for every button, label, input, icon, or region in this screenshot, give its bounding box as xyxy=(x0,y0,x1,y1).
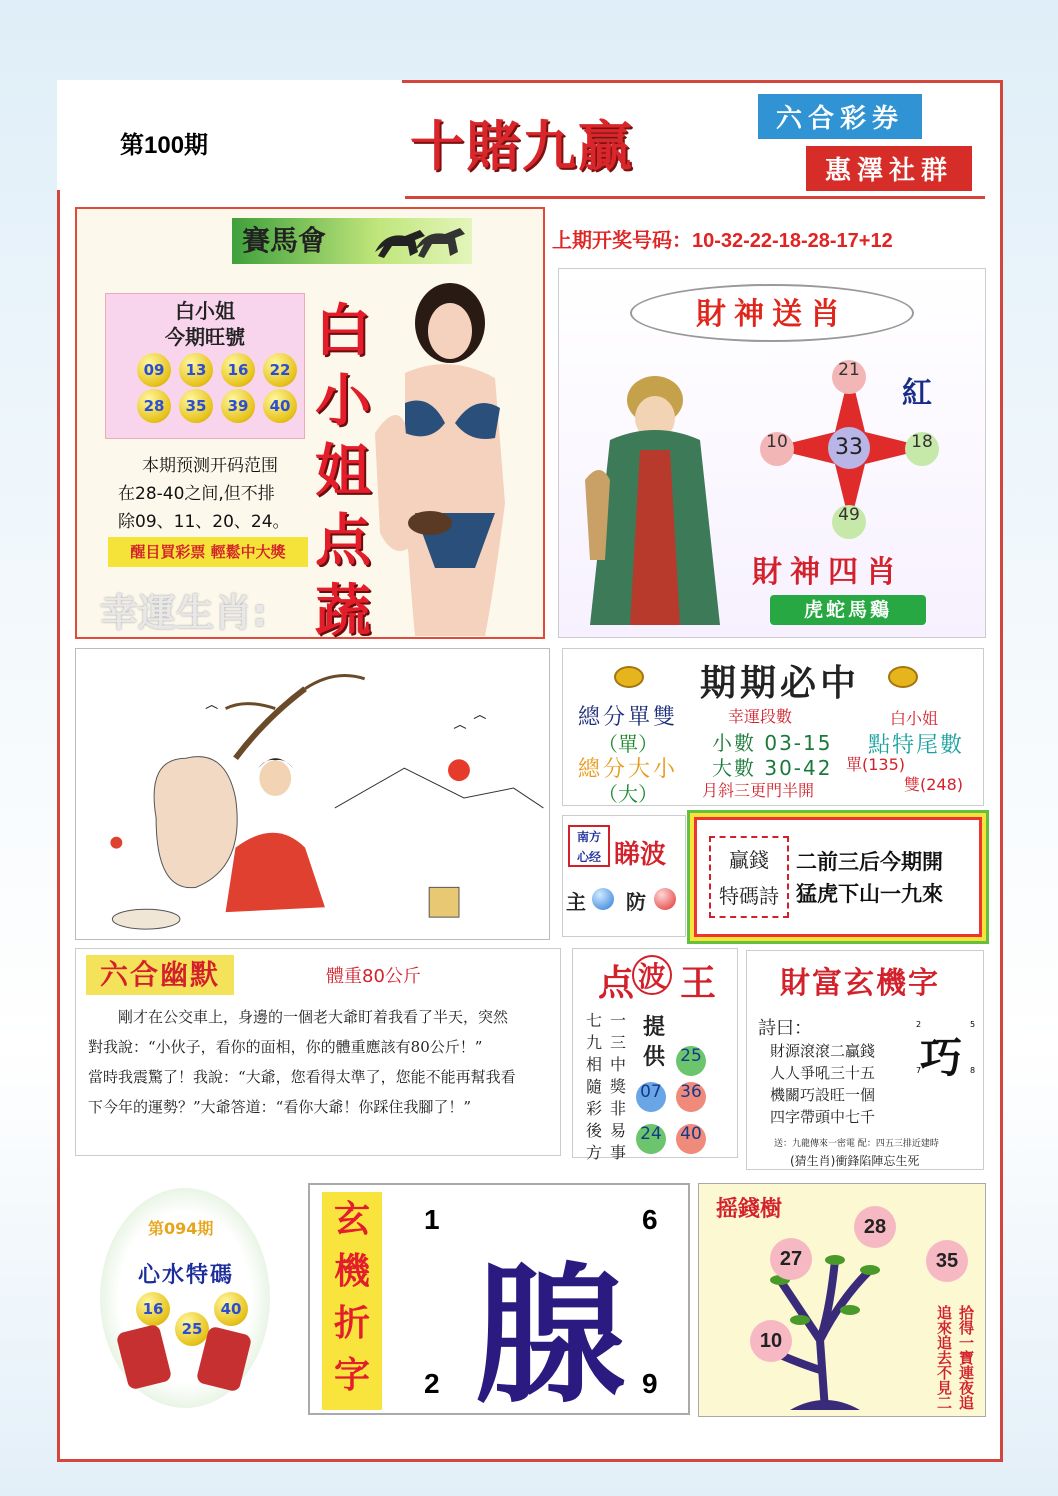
tree-ball: 28 xyxy=(854,1206,896,1248)
fortune-poem xyxy=(770,1040,875,1128)
main-title: 十賭九贏 xyxy=(410,114,634,178)
column-char: 後 xyxy=(585,1121,602,1140)
fortune-god-illustration xyxy=(580,360,730,625)
fortune-line: 人人爭吼三十五 xyxy=(770,1064,876,1082)
tree-poem-left: 追來追去不見二 xyxy=(935,1305,953,1410)
lucky-card-title xyxy=(105,298,305,350)
number-ball: 35 xyxy=(179,389,213,423)
fortune-clue: (猜生肖)衝鋒陷陣忘生死 xyxy=(790,1154,920,1168)
red-ball: 40 xyxy=(676,1124,706,1154)
split-title-char: 折 xyxy=(333,1303,370,1344)
poem-line1: 二前三后今期開 xyxy=(796,849,943,874)
column-char: 彩 xyxy=(585,1099,602,1118)
fortune-line: 四字帶頭中七千 xyxy=(770,1108,876,1126)
badge-line1: 南方 xyxy=(576,830,601,844)
fortune-title: 財富玄機字 xyxy=(780,966,940,1001)
star-top-number: 21 xyxy=(832,360,866,394)
poem-line2: 猛虎下山一九來 xyxy=(796,881,943,906)
column-char: 易 xyxy=(609,1121,626,1140)
poem-lines xyxy=(796,846,943,910)
vertical-title xyxy=(308,296,378,646)
corner-number: 2 xyxy=(916,1020,922,1029)
prediction-text xyxy=(118,452,318,536)
lucky-zodiac-label: 幸運生肖: xyxy=(100,591,268,635)
corner-number: 2 xyxy=(424,1368,440,1399)
main-label: 主 xyxy=(566,890,586,914)
odd-even-value: （單） xyxy=(598,732,658,756)
red-label: 紅 xyxy=(902,376,932,411)
bubble-issue: 第094期 xyxy=(148,1219,214,1238)
poem-column-right xyxy=(608,1010,628,1164)
fortune-line: 機關巧設旺一個 xyxy=(770,1086,876,1104)
predict-line3: 除09、11、20、24。 xyxy=(118,512,290,532)
humor-weight: 體重80公斤 xyxy=(326,966,421,987)
number-ball: 09 xyxy=(137,353,171,387)
fortune-line: 財源滾滾二贏錢 xyxy=(770,1042,876,1060)
number-ball: 25 xyxy=(175,1312,209,1346)
ball-watch-title: 睇波 xyxy=(614,840,667,870)
issue-number: 第100期 xyxy=(120,132,209,159)
lucky-range-label: 幸運段數 xyxy=(728,707,793,726)
column-char: 三 xyxy=(609,1033,626,1052)
column-char: 獎 xyxy=(609,1077,626,1096)
number-ball: 16 xyxy=(221,353,255,387)
issue-box xyxy=(57,80,402,190)
split-title-char: 字 xyxy=(333,1355,370,1396)
card-line1: 白小姐 xyxy=(175,299,235,323)
column-char: 九 xyxy=(585,1033,602,1052)
humor-tag: 六合幽默 xyxy=(86,955,234,995)
even-tail: 雙(248) xyxy=(904,775,964,794)
maiden-illustration xyxy=(75,648,550,940)
vertical-char: 白 xyxy=(315,298,371,364)
split-character: 腺 xyxy=(475,1250,626,1424)
poem-label1: 贏錢 xyxy=(729,848,769,872)
slogan-banner: 醒目買彩票 輕鬆中大獎 xyxy=(108,537,308,567)
tree-poem-right: 拾得一寶連夜追 xyxy=(957,1305,975,1410)
column-char: 方 xyxy=(585,1143,602,1162)
big-range: 大數 30-42 xyxy=(712,756,833,780)
column-char: 七 xyxy=(585,1011,602,1030)
predict-line2: 在28-40之间,但不排 xyxy=(118,484,275,504)
big-small-value: （大） xyxy=(598,782,658,806)
number-ball: 40 xyxy=(263,389,297,423)
poem-label2: 特碼詩 xyxy=(719,884,779,908)
red-ball: 36 xyxy=(676,1082,706,1112)
humor-line: 剛才在公交車上，身邊的一個老大爺盯着我看了半天，突然 xyxy=(118,1008,509,1026)
card-line2: 今期旺號 xyxy=(165,325,245,349)
wave-king-char1: 点 xyxy=(598,962,635,1004)
badge-line2: 心经 xyxy=(576,850,601,864)
wave-king-char2: 波 xyxy=(632,955,672,995)
corner-number: 6 xyxy=(642,1204,658,1235)
tree-ball: 10 xyxy=(750,1320,792,1362)
four-zodiac-animals: 虎蛇馬鷄 xyxy=(770,595,926,625)
big-small-label: 總分大小 xyxy=(578,757,679,782)
number-ball: 40 xyxy=(214,1292,248,1326)
poem-label-box xyxy=(709,836,789,918)
column-char: 一 xyxy=(609,1011,626,1030)
red-ball-icon xyxy=(654,888,676,910)
money-tree-icon xyxy=(740,1220,910,1410)
corner-number: 5 xyxy=(970,1020,976,1029)
wave-king-char3: 王 xyxy=(680,962,717,1004)
star-bottom-number: 49 xyxy=(832,505,866,539)
horse-icon xyxy=(370,222,470,262)
hint-note: 月斜三更門半開 xyxy=(702,781,815,800)
community-tag: 惠澤社群 xyxy=(806,146,972,191)
green-ball: 24 xyxy=(636,1124,666,1154)
column-char: 中 xyxy=(609,1055,626,1074)
column-char: 事 xyxy=(609,1143,626,1162)
blue-ball: 07 xyxy=(636,1082,666,1112)
column-char: 相 xyxy=(585,1055,602,1074)
split-title-char: 機 xyxy=(333,1251,370,1292)
humor-text xyxy=(88,1002,558,1122)
humor-line: 當時我震驚了！我說：“大爺，您看得太準了，您能不能再幫我看 xyxy=(88,1068,516,1086)
corner-number: 1 xyxy=(424,1204,440,1235)
vertical-char: 姐 xyxy=(315,438,371,504)
divider xyxy=(405,196,985,199)
south-badge xyxy=(568,825,610,867)
humor-line: 對我說：“小伙子，看你的面相，你的體重應該有80公斤！” xyxy=(88,1038,483,1056)
coin-icon xyxy=(614,666,644,688)
odd-even-label: 總分單雙 xyxy=(578,705,679,730)
horse-club-banner xyxy=(232,218,472,264)
fortune-footnote: 送：九龍傳來一密電 配：四五三排近建時 xyxy=(774,1139,939,1149)
corner-number: 9 xyxy=(642,1368,658,1399)
number-ball: 39 xyxy=(221,389,255,423)
tail-number-label: 點特尾數 xyxy=(868,733,965,758)
number-ball: 28 xyxy=(137,389,171,423)
riddle-character: 巧 xyxy=(920,1033,963,1082)
must-win-title: 期期必中 xyxy=(700,662,861,704)
star-center-number: 33 xyxy=(828,427,870,469)
model-photo xyxy=(375,283,540,636)
lottery-tag: 六合彩券 xyxy=(758,94,922,139)
horse-club-title: 賽馬會 xyxy=(242,224,327,257)
guard-label: 防 xyxy=(626,890,646,914)
supplier-label: 提供 xyxy=(642,1014,665,1070)
odd-tail: 單(135) xyxy=(846,755,906,774)
green-ball: 25 xyxy=(676,1046,706,1076)
poem-intro: 詩曰： xyxy=(758,1018,812,1039)
vertical-char: 蔬 xyxy=(315,578,371,644)
star-right-number: 18 xyxy=(905,432,939,466)
number-ball: 22 xyxy=(263,353,297,387)
tree-ball: 27 xyxy=(770,1238,812,1280)
blue-ball-icon xyxy=(592,888,614,910)
corner-number: 7 xyxy=(916,1066,922,1075)
four-zodiac-title: 財神四肖 xyxy=(752,555,904,590)
column-char: 隨 xyxy=(585,1077,602,1096)
vertical-char: 小 xyxy=(315,368,371,434)
money-tree-title: 摇錢樹 xyxy=(716,1196,783,1222)
small-range: 小數 03-15 xyxy=(712,731,833,755)
star-left-number: 10 xyxy=(760,432,794,466)
split-title-char: 玄 xyxy=(333,1199,370,1240)
number-ball: 16 xyxy=(136,1292,170,1326)
predict-line1: 本期预测开码范围 xyxy=(142,456,278,476)
vertical-char: 点 xyxy=(315,508,371,574)
corner-number: 8 xyxy=(970,1066,976,1075)
poem-column-left xyxy=(584,1010,604,1164)
tree-ball: 35 xyxy=(926,1240,968,1282)
miss-bai-label: 白小姐 xyxy=(890,709,939,728)
caishen-title: 財神送肖 xyxy=(630,284,914,342)
number-ball: 13 xyxy=(179,353,213,387)
previous-draw: 上期开奖号码：10-32-22-18-28-17+12 xyxy=(552,230,893,252)
coin-icon xyxy=(888,666,918,688)
humor-line: 下今年的運勢？”大爺答道：“看你大爺！你踩住我腳了！” xyxy=(88,1098,472,1116)
bubble-title: 心水特碼 xyxy=(138,1262,235,1288)
char-split-title xyxy=(322,1192,382,1410)
column-char: 非 xyxy=(609,1099,626,1118)
